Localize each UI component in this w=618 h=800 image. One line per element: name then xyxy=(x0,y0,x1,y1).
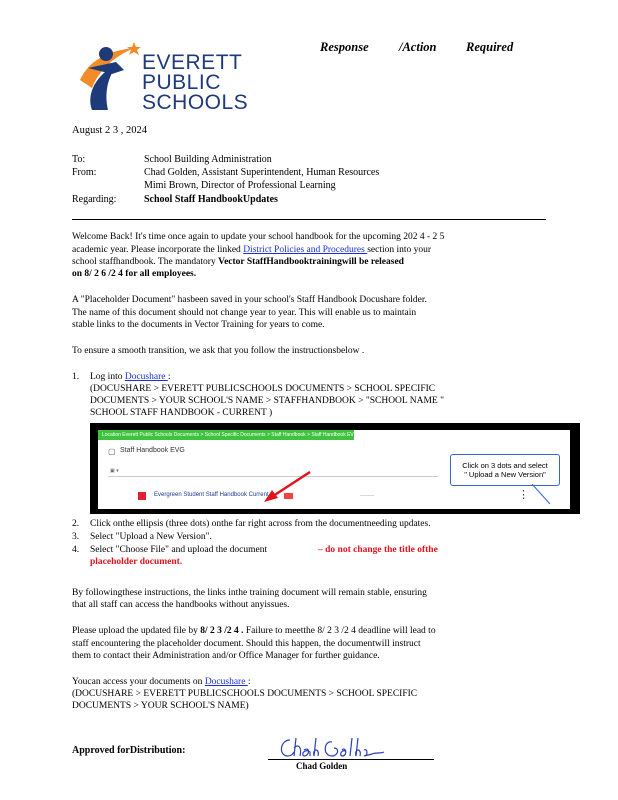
from-line-1: Chad Golden, Assistant Superintendent, Human Resources xyxy=(144,167,380,178)
header-action: /Action xyxy=(399,40,437,54)
step-1-line-2: (DOCUSHARE > EVERETT PUBLICSCHOOLS DOCUMENTS > SCHOOL SPECIFIC xyxy=(90,384,436,394)
step-4-number: 4. xyxy=(72,545,80,555)
step-1-line-4: SCHOOL STAFF HANDBOOK - CURRENT ) xyxy=(90,408,273,418)
step-1-line-1 xyxy=(90,372,170,383)
step-1-number: 1. xyxy=(72,372,80,382)
screenshot-toolbar: ▣ ▾ xyxy=(110,468,119,474)
intro-line-1: Welcome Back! It's time once again to update your school handbook for the upcoming 202 4 - 2 5 xyxy=(72,232,445,242)
callout-pointer-icon xyxy=(528,484,558,509)
stability-line-1: By followingthese instructions, the links inthe training document will remain stable, ensuring xyxy=(72,588,427,598)
step-1-login-text: Log into xyxy=(90,372,125,382)
logo-line-2: PUBLIC xyxy=(142,71,221,94)
logo-line-1: EVERETT xyxy=(142,51,243,74)
step-4-text: Select "Choose File" and upload the document xyxy=(90,545,268,555)
callout-line-2: " Upload a New Version" xyxy=(464,470,546,479)
to-label: To: xyxy=(72,154,86,165)
deadline-line-1 xyxy=(72,626,436,637)
screenshot-location-text: Location Everett Public Schools Documents > School Specific Documents > Staff Handbook > Staff Handbook EVG xyxy=(102,432,358,438)
memo-date: August 2 3 , 2024 xyxy=(72,125,147,136)
step-1-colon: : xyxy=(167,372,171,382)
step-3-text: Select "Upload a New Version". xyxy=(90,532,212,542)
screenshot-title: Staff Handbook EVG xyxy=(120,447,185,454)
divider xyxy=(72,219,546,220)
upload-callout xyxy=(450,454,560,486)
intro-line-3 xyxy=(72,257,404,268)
access-colon: : xyxy=(247,677,251,687)
placeholder-line-2: The name of this document should not change year to year. This will enable us to maintain xyxy=(72,308,417,318)
screenshot-location-bar xyxy=(98,430,358,440)
from-label: From: xyxy=(72,167,97,178)
logo-line-3: SCHOOLS xyxy=(142,91,249,114)
signature-line xyxy=(268,759,434,760)
deadline-line-3: them to contact their Administration and/or Office Manager for further guidance. xyxy=(72,651,380,661)
screenshot-row-label: Evergreen Student Staff Handbook Current xyxy=(154,492,269,498)
approval-label: Approved forDistribution: xyxy=(72,745,186,756)
step-3-number: 3. xyxy=(72,532,80,542)
district-logo xyxy=(72,40,252,112)
signature-image xyxy=(276,734,386,762)
file-icon xyxy=(138,492,146,500)
intro-line-2-end: section into your xyxy=(367,245,432,255)
step-4-warning-a: – do not change the title ofthe xyxy=(318,545,438,555)
regarding-value: School Staff HandbookUpdates xyxy=(144,194,278,205)
deadline-line-1-start: Please upload the updated file by xyxy=(72,626,201,636)
district-policies-link[interactable]: District Policies and Procedures xyxy=(243,245,368,255)
ellipsis-icon[interactable]: ⋮ xyxy=(518,489,529,501)
screenshot-meta: ──── xyxy=(360,493,375,499)
deadline-line-1-end: Failure to meetthe 8/ 2 3 /2 4 deadline will lead to xyxy=(243,626,436,636)
header-required: Required xyxy=(466,40,514,54)
intro-line-3-bold: Vector StaffHandbooktrainingwill be released xyxy=(218,257,404,267)
transition-line: To ensure a smooth transition, we ask that you follow the instructionsbelow . xyxy=(72,346,365,356)
header-response: Response xyxy=(320,40,369,54)
access-line-3: DOCUMENTS > YOUR SCHOOL'S NAME) xyxy=(72,701,249,711)
docushare-link-2[interactable]: Docushare xyxy=(204,677,248,687)
placeholder-line-3: stable links to the documents in Vector Training for years to come. xyxy=(72,320,325,330)
access-line-2: (DOCUSHARE > EVERETT PUBLICSCHOOLS DOCUMENTS > SCHOOL SPECIFIC xyxy=(72,689,418,699)
regarding-label: Regarding: xyxy=(72,194,117,205)
folder-icon: ▢ xyxy=(108,447,116,456)
access-line-1 xyxy=(72,677,250,688)
signer-name: Chad Golden xyxy=(296,761,348,771)
step-2-number: 2. xyxy=(72,519,80,529)
deadline-date: 8/ 2 3 /2 4 . xyxy=(200,626,244,636)
intro-line-4: on 8/ 2 6 /2 4 for all employees. xyxy=(72,269,197,279)
stability-line-2: that all staff can access the handbooks without anyissues. xyxy=(72,600,290,610)
callout-line-1: Click on 3 dots and select xyxy=(462,461,548,470)
arrow-annotation-icon xyxy=(258,468,318,508)
step-4-warning-b: placeholder document. xyxy=(90,557,183,567)
step-1-line-3: DOCUMENTS > YOUR SCHOOL'S NAME > STAFFHANDBOOK > "SCHOOL NAME " xyxy=(90,396,444,406)
intro-line-2 xyxy=(72,245,431,256)
deadline-line-2: staff encountering the placeholder document. Should this happen, the documentwill instruct xyxy=(72,639,421,649)
step-2-text: Click onthe ellipsis (three dots) onthe far right across from the documentneeding updates. xyxy=(90,519,431,529)
intro-line-2-start: academic year. Please incorporate the linked xyxy=(72,245,244,255)
access-line-1-start: Youcan access your documents on xyxy=(72,677,205,687)
to-value: School Building Administration xyxy=(144,154,272,165)
logo-figure-icon xyxy=(72,40,142,112)
docushare-link[interactable]: Docushare xyxy=(124,372,168,382)
from-line-2: Mimi Brown, Director of Professional Learning xyxy=(144,180,336,191)
placeholder-line-1: A "Placeholder Document" hasbeen saved in your school's Staff Handbook Docushare folder. xyxy=(72,295,427,305)
docushare-screenshot xyxy=(90,423,580,514)
intro-line-3-start: school staffhandbook. The mandatory xyxy=(72,257,219,267)
screenshot-content xyxy=(98,430,570,509)
